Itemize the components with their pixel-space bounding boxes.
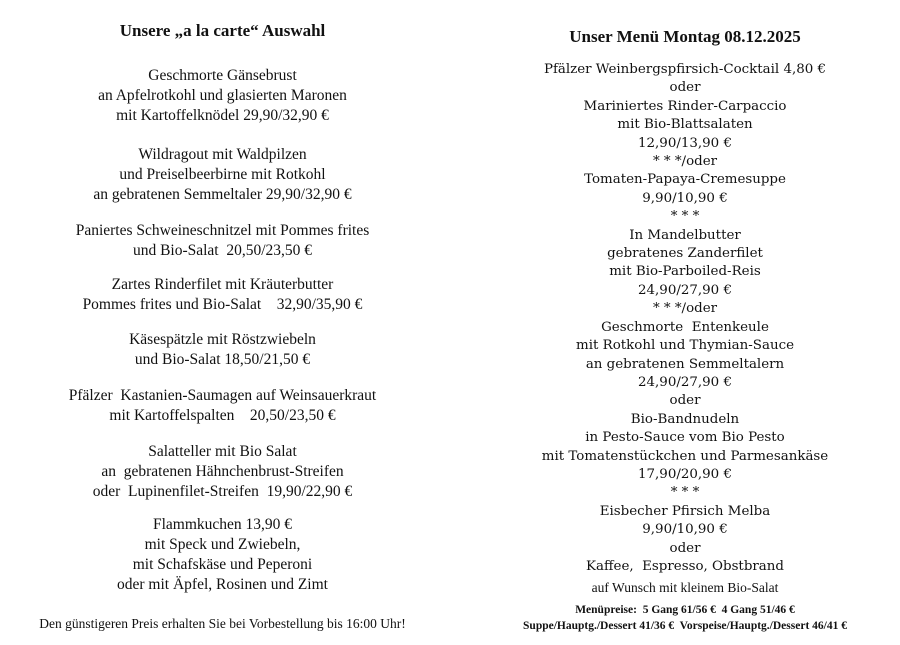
dish-line: Pfälzer Kastanien-Saumagen auf Weinsauerkraut <box>68 387 377 404</box>
menu-line: 9,90/10,90 € <box>642 190 728 206</box>
menu-line: 9,90/10,90 € <box>642 522 728 538</box>
menu-line: Pfälzer Weinbergspfirsich-Cocktail 4,80 € <box>543 62 827 77</box>
dish-line: Paniertes Schweineschnitzel mit Pommes frites <box>75 222 370 239</box>
dish-line: und Bio-Salat 18,50/21,50 € <box>134 351 311 368</box>
menu-line: Geschmorte Entenkeule <box>601 319 769 335</box>
dish-line: Wildragout mit Waldpilzen <box>138 146 307 163</box>
dish-line: Zartes Rinderfilet mit Kräuterbutter <box>111 276 334 293</box>
menu-line: oder <box>669 393 701 409</box>
dish-line: an gebratenen Semmeltaler 29,90/32,90 € <box>93 186 352 203</box>
menu-line: 12,90/13,90 € <box>638 135 732 151</box>
menu-line: Bio-Bandnudeln <box>630 411 740 427</box>
menu-line: Mariniertes Rinder-Carpaccio <box>583 98 787 114</box>
dish-line: Flammkuchen 13,90 € <box>152 516 293 533</box>
a-la-carte-title: Unsere „a la carte“ Auswahl <box>119 21 326 40</box>
menu-line: oder <box>669 80 701 96</box>
menu-line: oder <box>669 540 701 556</box>
dish-line: mit Kartoffelspalten 20,50/23,50 € <box>109 407 336 424</box>
dish-saumagen <box>0 386 445 426</box>
dish-rinderfilet <box>0 275 445 315</box>
dish-flammkuchen <box>0 515 445 595</box>
dish-line: Geschmorte Gänsebrust <box>148 67 297 84</box>
menu-line: in Pesto-Sauce vom Bio Pesto <box>585 430 785 446</box>
dish-line: an gebratenen Hähnchenbrust-Streifen <box>101 463 344 480</box>
dish-line: mit Kartoffelknödel 29,90/32,90 € <box>116 107 329 124</box>
dish-line: mit Speck und Zwiebeln, <box>144 536 301 553</box>
menu-line: gebratenes Zanderfilet <box>607 246 763 262</box>
daily-menu-list <box>470 61 900 576</box>
dish-line: und Bio-Salat 20,50/23,50 € <box>132 242 313 259</box>
menu-line: an gebratenen Semmeltalern <box>585 356 785 372</box>
menu-line: mit Tomatenstückchen und Parmesankäse <box>541 448 829 464</box>
menu-price-line: Suppe/Hauptg./Dessert 41/36 € Vorspeise/Hauptg./Dessert 46/41 € <box>523 620 847 632</box>
dish-line: mit Schafskäse und Peperoni <box>132 556 313 573</box>
bio-salad-note: auf Wunsch mit kleinem Bio-Salat <box>591 580 779 595</box>
dish-line: oder mit Äpfel, Rosinen und Zimt <box>117 576 328 593</box>
menu-line: Eisbecher Pfirsich Melba <box>599 503 771 519</box>
menu-line: 24,90/27,90 € <box>638 282 732 298</box>
menu-line: Kaffee, Espresso, Obstbrand <box>586 558 784 574</box>
dish-schnitzel <box>0 221 445 261</box>
menu-line: mit Rotkohl und Thymian-Sauce <box>576 338 794 354</box>
dish-line: Salatteller mit Bio Salat <box>148 443 297 460</box>
menu-line: In Mandelbutter <box>629 227 741 243</box>
menu-line: * * */oder <box>652 154 718 170</box>
dish-wildragout <box>0 145 445 205</box>
menu-line: 24,90/27,90 € <box>638 374 732 390</box>
menu-line: * * */oder <box>652 301 718 317</box>
menu-line: Tomaten-Papaya-Cremesuppe <box>584 172 786 188</box>
dish-gaensebrust <box>0 66 445 126</box>
menu-line: mit Bio-Parboiled-Reis <box>609 264 761 280</box>
dish-line: an Apfelrotkohl und glasierten Maronen <box>98 87 347 104</box>
dish-line: und Preiselbeerbirne mit Rotkohl <box>119 166 326 183</box>
menu-line: * * * <box>670 485 700 501</box>
menu-line: mit Bio-Blattsalaten <box>617 117 753 133</box>
menu-price-line: Menüpreise: 5 Gang 61/56 € 4 Gang 51/46 € <box>575 604 795 616</box>
dish-kaesespaetzle <box>0 330 445 370</box>
dish-salatteller <box>0 442 445 502</box>
menu-line: 17,90/20,90 € <box>638 466 732 482</box>
menu-prices <box>470 602 900 634</box>
dish-line: Käsespätzle mit Röstzwiebeln <box>129 331 316 348</box>
menu-line: * * * <box>670 209 700 225</box>
preorder-note: Den günstigeren Preis erhalten Sie bei Vorbestellung bis 16:00 Uhr! <box>39 616 406 631</box>
dish-line: Pommes frites und Bio-Salat 32,90/35,90 € <box>82 296 363 313</box>
dish-line: oder Lupinenfilet-Streifen 19,90/22,90 € <box>92 483 353 500</box>
daily-menu-title: Unser Menü Montag 08.12.2025 <box>569 27 801 46</box>
